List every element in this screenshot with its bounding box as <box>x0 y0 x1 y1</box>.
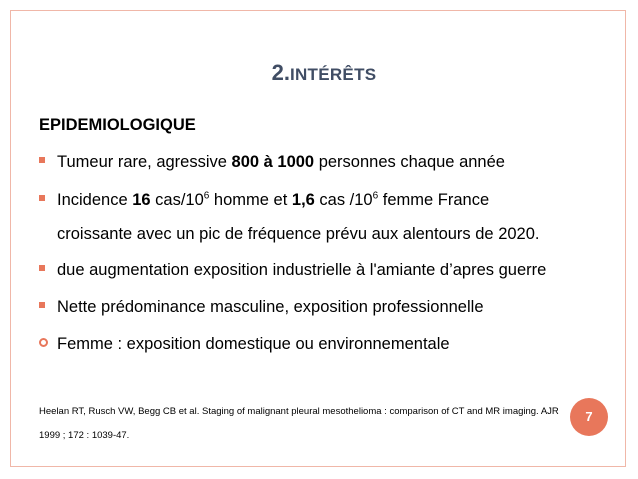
bullet-text: Incidence 16 cas/$10^6$ homme et 1,6 cas $/10^6$ femme France <box>57 190 490 209</box>
bullet-text-line2: croissante avec un pic de fréquence prévu aux alentours de 2020. <box>57 225 540 243</box>
title-text: INTÉRÊTS <box>289 65 377 84</box>
reference-line-1: Heelan RT, Rusch VW, Begg CB et al. Staging of malignant pleural mesothelioma : comparison of CT and MR imaging. AJR <box>39 406 559 417</box>
square-bullet-icon <box>39 292 59 322</box>
square-bullet-icon <box>39 147 59 177</box>
title-number: 2. <box>271 60 290 85</box>
square-bullet-icon <box>39 255 59 285</box>
page-number-badge: 7 <box>570 398 608 436</box>
reference-citation <box>39 400 559 448</box>
slide-title <box>0 60 638 86</box>
ring-bullet-icon <box>39 329 59 359</box>
square-bullet-icon <box>39 185 59 215</box>
bullet-text: Femme : exposition domestique ou environnementale <box>57 335 450 353</box>
bullet-text: Tumeur rare, agressive 800 à 1000 personnes chaque année <box>57 153 505 171</box>
bullet-text: due augmentation exposition industrielle à l'amiante d’apres guerre <box>57 261 547 279</box>
bullet-text: Nette prédominance masculine, exposition professionnelle <box>57 298 484 316</box>
reference-line-2: 1999 ; 172 : 1039-47. <box>39 430 130 441</box>
section-heading: EPIDEMIOLOGIQUE <box>39 116 196 134</box>
